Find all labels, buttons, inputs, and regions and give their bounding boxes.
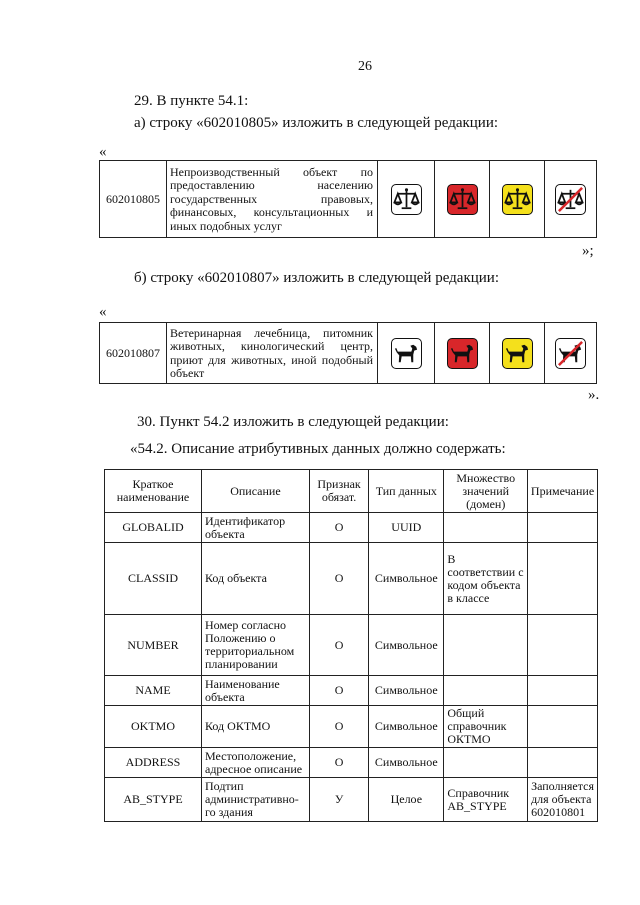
row-b-table [99,322,597,384]
row-b-icon-cell-3 [490,323,545,384]
cell-note: Заполняется для объекта 602010801 [528,778,598,822]
row-a-table [99,160,597,238]
attribute-table [104,469,598,822]
item-29-b-text: б) строку «602010807» изложить в следующей редакции: [134,270,499,286]
cell-required: О [309,543,368,615]
cell-domain: Общий справочник ОКТМО [444,706,528,748]
cell-type: Символьное [369,676,444,706]
cell-type: UUID [369,513,444,543]
desc-line: иных подобных услуг [170,218,282,233]
row-a-description [167,161,378,238]
cell-type: Целое [369,778,444,822]
dog-icon [502,338,533,369]
cell-note [528,513,598,543]
desc-line: объект [170,366,205,380]
cell-note [528,615,598,676]
close-quote-b: ». [588,387,600,403]
scales-icon [502,184,533,215]
cell-note [528,706,598,748]
cell-description: Код ОКТМО [202,706,310,748]
cell-type: Символьное [369,543,444,615]
header-domain: Множество значений (домен) [444,470,528,513]
cell-type: Символьное [369,615,444,676]
cell-required: О [309,615,368,676]
cell-domain: В соответствии с кодом объекта в классе [444,543,528,615]
dog-icon [447,338,478,369]
table-row [105,513,598,543]
row-a-icon-cell-3 [490,161,545,238]
cell-domain [444,513,528,543]
open-quote-b: « [99,304,107,320]
table-header-row [105,470,598,513]
cell-description: Номер согласно Положению о территориальном планировании [202,615,310,676]
cell-name: OKTMO [105,706,202,748]
row-b-description [167,323,378,384]
header-description: Описание [202,470,310,513]
row-a-icon-cell-2 [435,161,490,238]
cell-note [528,748,598,778]
cell-note [528,676,598,706]
open-quote-a: « [99,144,107,160]
cell-name: NAME [105,676,202,706]
cell-name: CLASSID [105,543,202,615]
cell-required: О [309,706,368,748]
header-data-type: Тип данных [369,470,444,513]
item-30-intro: «54.2. Описание атрибутивных данных должно содержать: [130,441,506,457]
header-note: Примечание [528,470,598,513]
header-required: Признак обязат. [309,470,368,513]
cell-type: Символьное [369,748,444,778]
desc-line: финансовых, консультационных и [170,205,373,220]
desc-line: приют для животных, иной подобный [170,352,373,367]
row-a-icon-cell-1 [378,161,435,238]
cell-required: О [309,676,368,706]
row-b-code: 602010807 [100,323,167,384]
cell-name: GLOBALID [105,513,202,543]
row-b-icon-cell-4 [545,323,597,384]
desc-line: животных, кинологический центр, [170,339,373,353]
scales-icon [391,184,422,215]
cell-domain: Справочник AB_STYPE [444,778,528,822]
cell-domain [444,748,528,778]
cell-required: О [309,748,368,778]
item-29-heading: 29. В пункте 54.1: [134,93,249,109]
page-number: 26 [358,59,372,74]
cell-note [528,543,598,615]
row-a-icon-cell-4 [545,161,597,238]
cell-description: Местоположение, адресное описание [202,748,310,778]
desc-line: предоставлению населению [170,178,373,193]
header-short-name: Краткое наименование [105,470,202,513]
cell-description: Наименование объекта [202,676,310,706]
row-b-icon-cell-2 [435,323,490,384]
cell-domain [444,676,528,706]
cell-description: Подтип административно-го здания [202,778,310,822]
scales-icon [447,184,478,215]
cell-description: Идентификатор объекта [202,513,310,543]
item-29-a-text: а) строку «602010805» изложить в следующей редакции: [134,115,499,131]
cell-type: Символьное [369,706,444,748]
table-row [105,778,598,822]
item-30-heading: 30. Пункт 54.2 изложить в следующей редакции: [137,414,449,430]
cell-required: О [309,513,368,543]
cell-name: ADDRESS [105,748,202,778]
close-quote-a: »; [582,243,594,259]
scales-crossed-icon [555,184,586,215]
table-row [105,748,598,778]
cell-name: AB_STYPE [105,778,202,822]
row-b-icon-cell-1 [378,323,435,384]
desc-line: Ветеринарная лечебница, питомник [170,325,373,340]
cell-description: Код объекта [202,543,310,615]
table-row [105,706,598,748]
dog-crossed-icon [555,338,586,369]
cell-name: NUMBER [105,615,202,676]
table-row [105,543,598,615]
dog-icon [391,338,422,369]
table-row [105,676,598,706]
table-row [105,615,598,676]
cell-required: У [309,778,368,822]
row-a-code: 602010805 [100,161,167,238]
desc-line: государственных правовых, [170,191,373,206]
cell-domain [444,615,528,676]
desc-line: Непроизводственный объект по [170,164,373,179]
